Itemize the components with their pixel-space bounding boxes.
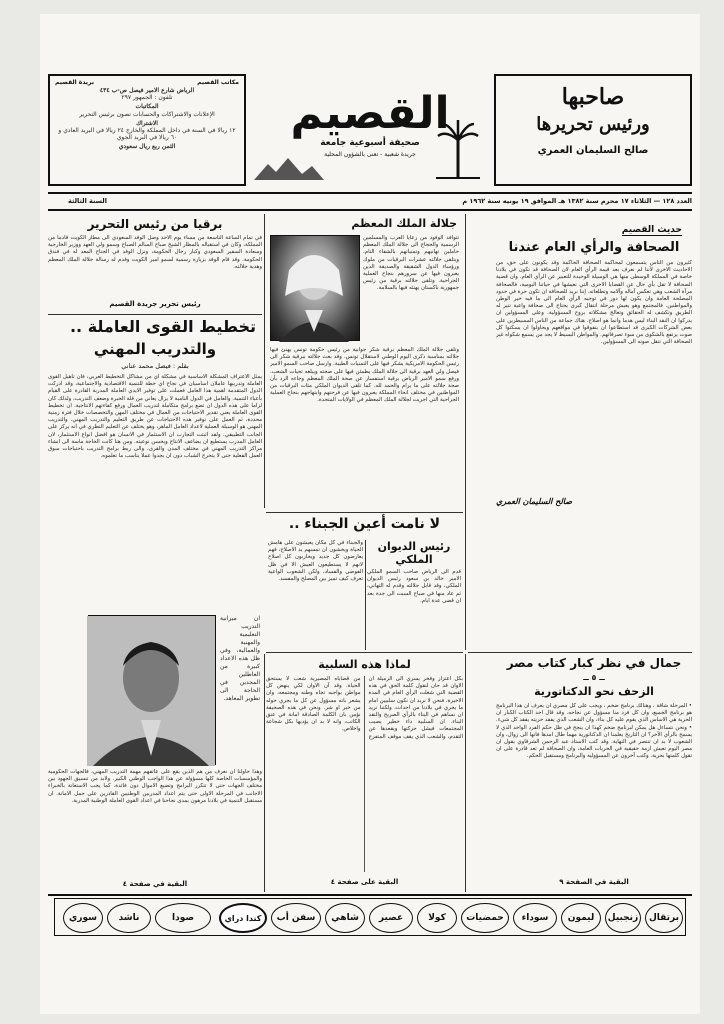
ad-item-9: زنجبيل bbox=[605, 903, 641, 933]
planning-body-2: وهذا حاولنا ان نعرف من هم الذين يقع على عاتقهم مهمة التدريب المهني، فالجهات الحكومية والمؤسسات الخاصة كلها مسؤولة عن هذا الواجب الوطني الكبير. ولابد من تنسيق الجهود بين مختلف الجهات حتى لا تتكرر البرامج وتضيع الاموال دون فائدة. كما يجب الاستعانة بالخبراء الاجانب في المرحلة الاولى حتى يتم اعداد المدربين الوطنيين القادرين على حمل الامانة. ان مستقبل التنمية في بلادنا مرهون بمدى نجاحنا في اعداد القوى العاملة الوطنية المدربة. bbox=[48, 769, 262, 804]
king-title: جلالة الملك المعظم bbox=[351, 217, 457, 230]
press-body: كثيرون من الناس يتسمعون لمحاكمة الصحافة الحاكمة وقد يكونون على حق، من الاحاديث الاخرى لأننا لم نعرف بعد قيمة الرأي العام لان الصحافة قد تكون في بلادنا خاصة في المملكة الوسطى منها هي الوسيلة الوحيدة للتعبير عن الرأي العام. وان قضية الصحافة لا تقل بأي حال عن القضايا الاخرى التي نعيشها في حياتنا اليومية، فالصحافة مرآة الشعب وهي تعكس آماله وآلامه وتطلعاته. إننا نريد للصحافة ان تكون حرة في حدود المصلحة العامة وان يكون لها دور في توجيه الرأي العام الى ما فيه خير الوطن والمواطنين. فالمجتمع وهو يعيش مرحلة انتقال كبرى يحتاج الى صحافة واعية تنير له الطريق وتكشف له الحقائق وتعالج مشكلاته بروح المسؤولية. وعلى المسؤولين ان يدركوا ان النقد البناء ليس هدما وانما هو اصلاح. هناك جماعة من الناس المسيطرين على بعض الشركات الكبرى قد استطاعوا ان يتفوقوا في مواقعهم ويحاولوا ان يسكتوا كل صوت يرتفع بالشكوى من سوء تصرفاتهم. والمواطن البسيط لا يجد من يسمع شكواه غير الصحافة التي تنقل صوته الى المسؤولين. bbox=[496, 260, 692, 346]
planning-side-text: ان ميزانية التدريب التعليمية والمهنية والعمالية، وفي ظل هذه الاعداد كبيرة من العاطلين المجدين في الحاجة الى تطوير المعاهد. bbox=[220, 615, 260, 702]
masthead-subtitle: صحيفة أسبوعية جامعة bbox=[320, 138, 420, 148]
ad-item-left: سوري bbox=[63, 903, 103, 933]
jamal-continued: البقية في الصفحة ٩ bbox=[559, 878, 629, 886]
riyadh-address: الرياض شارع الامير فيصل ص-ب ٤٣٤ bbox=[99, 87, 195, 94]
owner-name: صالح السليمان العمري bbox=[537, 145, 649, 156]
planning-body: يمثل الاعتراف المشكلة الاساسية في مشكلة اي من مشاكل التخطيط العربي، فان تأهيل القوى العاملة وتدريبها عاملان اساسيان في نجاح اي خطة للتنمية الاقتصادية والاجتماعية، وقد ادركت الدول المتقدمة اهمية هذا العامل فعملت على توفير الايدي العاملة المدربة القادرة على القيام بأعباء التنمية. والعامل في الدول النامية لا يزال يعاني من قلة الخبرة وضعف التدريب، ولذلك كان لزاما على هذه الدول ان تضع برامج متكاملة لتدريب العمال ورفع كفاءتهم الانتاجية. ان تخطيط القوى العاملة يعني تقدير الاحتياجات من العمال في مختلف المهن والتخصصات خلال فترة زمنية محددة، ثم العمل على توفير هذه الاحتياجات عن طريق التعليم والتدريب المهني. والتدريب المهني هو الوسيلة العملية لاعداد العامل الماهر، وهو يختلف عن التعليم النظري في انه يركز على الجانب التطبيقي. ولقد اثبتت التجارب ان الاستثمار في الانسان هو افضل انواع الاستثمار، لان العامل المدرب يستطيع ان يضاعف الانتاج ويحسن نوعيته. ومن هنا كانت الحاجة ماسة الى انشاء مراكز التدريب المهني في مختلف المدن والقرى، والى ربط برامج التدريب باحتياجات سوق العمل الفعلية حتى لا يتخرج الشباب دون ان يجدوا عملا يناسب ما تعلموه. bbox=[48, 374, 262, 460]
king-body-right: تتوافد الوفود من رعايا العرب والمسلمين الرسمية والحجاج الى جلالة الملك المعظم حاملين تهانيهم وتمنياتهم بالشفاء التام، ويتلقى جلالته عشرات البرقيات من ملوك ورؤساء الدول الشقيقة والصديقة الذين يعبرون فيها عن سرورهم بنجاح العملية الجراحية. وتلقى جلالته برقية من رئيس جمهورية باكستان يهنئه فيها بالسلامة. bbox=[363, 235, 459, 292]
king-portrait-icon bbox=[269, 236, 359, 342]
ad-strip bbox=[54, 898, 686, 936]
ad-item-6: حمضيات bbox=[461, 903, 509, 933]
planning-author: بقلم : فيصل محمد عناني bbox=[121, 362, 189, 370]
why-body: بكل اعتزاز وفخر يسري الى الزميلة ان الاوان قد حان لنقول كلمة الحق في هذه القضية التي شغلت الرأي العام في المدة الاخيرة، فنحن لا نريد ان نكون سلبيين امام ما يجري في بلادنا من احداث، ولكننا نريد ان نساهم في البناء بالرأي الصريح والنقد البناء. ان السلبية داء خطير يصيب المجتمعات فيشل حركتها ويقعدها عن التقدم، والشعب الذي يقف موقف المتفرج من قضاياه المصيرية شعب لا يستحق الحياة. وقد آن الاوان لكي ينهض كل مواطن بواجبه تجاه وطنه ومجتمعه، وان يشعر بانه مسؤول عن كل ما يجري حوله من خير او شر. ونحن في هذه الصحيفة نؤمن بان الكلمة الصادقة امانة في عنق الكاتب، وانه لا بد ان يؤديها بكل شجاعة واخلاص. bbox=[266, 676, 463, 740]
ad-item-7: سوداء bbox=[513, 903, 557, 933]
owner-box bbox=[494, 74, 692, 186]
owner-line2: ورئيس تحريرها bbox=[536, 114, 650, 135]
phone-line: تلفون : الجمهور ٢٩٧ bbox=[121, 94, 173, 102]
diwan-title2: الملكي bbox=[395, 553, 433, 566]
planning-title: تخطيط القوى العاملة .. bbox=[69, 317, 256, 336]
ad-item-10: برتقال bbox=[645, 903, 683, 933]
ad-item-3: شاهي bbox=[325, 903, 365, 933]
ad-item-2: سفن أب bbox=[271, 903, 321, 933]
diwan-title: رئيس الديوان bbox=[377, 540, 451, 553]
press-kicker: حديث القصيم bbox=[621, 225, 682, 235]
eyes-title: لا نامت أعين الجبناء .. bbox=[288, 516, 441, 532]
king-photo bbox=[270, 235, 360, 341]
why-continued: البقية على صفحة ٤ bbox=[330, 878, 399, 886]
subs-text: ١٢ ريالا في السنة في داخل المملكة والخارج ٢٤ ريالا في البريد العادي و ٦٠ ريالا في البريد الجوي bbox=[58, 127, 236, 142]
planning-continued: البقية في صفحة ٤ bbox=[122, 880, 188, 888]
author-portrait-icon bbox=[87, 616, 215, 766]
office-label: مكاتب القصيم bbox=[197, 79, 239, 86]
author-photo bbox=[88, 615, 216, 765]
jamal-subtitle: الزحف نحو الدكتاتورية bbox=[534, 685, 654, 698]
ad-item-left3: صودا bbox=[155, 903, 211, 933]
ad-item-4: عصير bbox=[369, 903, 413, 933]
office-box bbox=[48, 74, 246, 186]
telegram-footer: رئيس تحرير جريدة القصيم bbox=[109, 300, 201, 308]
planning-article bbox=[48, 317, 262, 890]
king-body-lower: وتلقى جلالة الملك المعظم برقية شكر جوابية من رئيس حكومة تونس يهنئ فيها جلالته بمناسبة ذكرى اليوم الوطني لاستقلال تونس. وقد بعث جلالته ببرقية شكر الى رئيس الحكومة الامريكية يشكر فيها على التمنيات الطيبة. وارسل صاحب السمو الامير فيصل ولي العهد برقية الى جلالة الملك يطمئن فيها على صحته ويبلغه تحيات الشعب. ورفع سمو الامير الرياض برقية استفسار عن صحة الملك المعظم وجاءه الرد بأن صحة جلالته على ما يرام والحمد لله. كما تلقى الديوان الملكي مئات البرقيات من المواطنين في مختلف انحاء المملكة يعبرون فيها عن فرحتهم وابتهاجهم بنجاح العملية الجراحية التي اجريت لجلالة الملك المعظم في الولايات المتحدة. bbox=[270, 347, 459, 404]
newspaper-page bbox=[40, 14, 700, 1014]
palm-tree-icon bbox=[436, 118, 480, 180]
telegram-title: برقيا من رئيس التحرير bbox=[87, 217, 223, 231]
issue-dateline: العدد ١٢٨ — الثلاثاء ١٧ محرم سنة ١٣٨٢ هـ الموافق ١٩ يونيه سنة ١٩٦٢ م bbox=[462, 197, 692, 205]
press-article bbox=[496, 217, 692, 513]
king-article bbox=[266, 217, 463, 509]
landscape-icon bbox=[254, 154, 324, 182]
diwan-body: قدم الى الرياض صاحب السمو الملكي الامير خالد بن سعود رئيس الديوان الملكي، وقد قابل جلالته وقدم له التهاني، ثم عاد منها في صباح السبت الى جدة بعد ان قضى عدة ايام. bbox=[367, 569, 461, 604]
buraidah-label: بريدة القصيم bbox=[55, 79, 95, 86]
why-title: لماذا هذه السلبية bbox=[318, 658, 411, 671]
ad-item-left2: ناشد bbox=[107, 903, 151, 933]
jamal-article bbox=[496, 656, 692, 890]
corresp-label: المكاتبات bbox=[135, 103, 159, 111]
subs-label: الاشتراك bbox=[136, 119, 158, 127]
masthead bbox=[254, 74, 486, 186]
jamal-title: جمال في نظر كبار كتاب مصر bbox=[506, 656, 682, 670]
ad-item-8: ليمون bbox=[561, 903, 601, 933]
press-title: الصحافة والرأي العام عندنا bbox=[508, 240, 680, 255]
ad-canada-dry: كندا دراي bbox=[219, 903, 267, 933]
price-line: الثمن ربع ريال سعودي bbox=[118, 143, 176, 151]
planning-title2: والتدريب المهني bbox=[93, 340, 217, 358]
masthead-title: القصيم bbox=[290, 88, 450, 139]
why-article bbox=[266, 656, 463, 890]
corresp-text: الإعلانات والاشتراكات والحسابات تصون برئيس التحرير bbox=[79, 110, 215, 118]
eyes-body: والجبناء في كل مكان يعيشون على هامش الحياة ويخشون ان تمسهم يد الاصلاح، فهم يعارضون كل جديد ويحاربون كل اصلاح لانهم لا يستطيعون العيش الا في ظل الفوضى والفساد، ولكن الشعوب الواعية تعرف كيف تميز بين المصلح والمفسد. bbox=[268, 540, 363, 583]
press-signature: صالح السليمان العمري bbox=[496, 497, 573, 506]
owner-line1: صاحبها bbox=[561, 84, 625, 110]
masthead-small-line: جريدة شعبية - تعنى بالشؤون المحلية bbox=[324, 151, 416, 158]
jamal-body: • المرحلة شاقة ، وهنالك برنامج ضخم ، ويجب على كل مصري ان يعرف ان هذا البرنامج هو برنامج الجميع، وان كل فرد منا مسؤول عن نجاحه. وقد قال احد الكتاب الكبار ان الحرية هي الاساس الذي يقوم عليه كل بناء، وان الشعب الذي يفقد حريته يفقد كل شيء. • ونحن نتساءل هل يمكن لبرنامج ضخم كهذا ان ينجح في ظل حكم الفرد الواحد الذي لا يسمح بالرأي الآخر؟ ان التاريخ يعلمنا ان الدكتاتورية مهما طال امدها فانها الى زوال، وان الشعوب لا بد ان تنتصر في النهاية. وقد كتب الاستاذ عبد الرحمن الشرقاوي يقول ان مصر اليوم تعيش ازمة حقيقية في الحريات العامة، وان الصحافة لم تعد قادرة على ان تقول كلمتها بحرية. وكتب آخرون عن المسؤولية والبرنامج ومستقبل الحكم. bbox=[496, 703, 692, 760]
volume-year: السنة الثالثة bbox=[68, 197, 107, 205]
ad-item-5: كولا bbox=[417, 903, 457, 933]
telegram-body: في تمام الساعة التاسعة من مساء يوم الاحد وصل الوفد السعودي الى مطار الكويت قادما من المملكة، وكان في استقباله بالمطار الشيخ صباح السالم الصباح وسمو ولي العهد ووزير الخارجية وسعادة السفير السعودي وكبار رجال الحكومة، ونزل الوفد في الجناح المعد له في فندق الحكومة. وقد قام الوفد بزيارة رسمية لسمو امير الكويت وقدم له رسالة جلالة الملك المعظم وهدية جلالته. bbox=[48, 235, 262, 270]
jamal-number: ــ ٥ ــ bbox=[583, 673, 605, 682]
telegram-article bbox=[48, 217, 262, 313]
